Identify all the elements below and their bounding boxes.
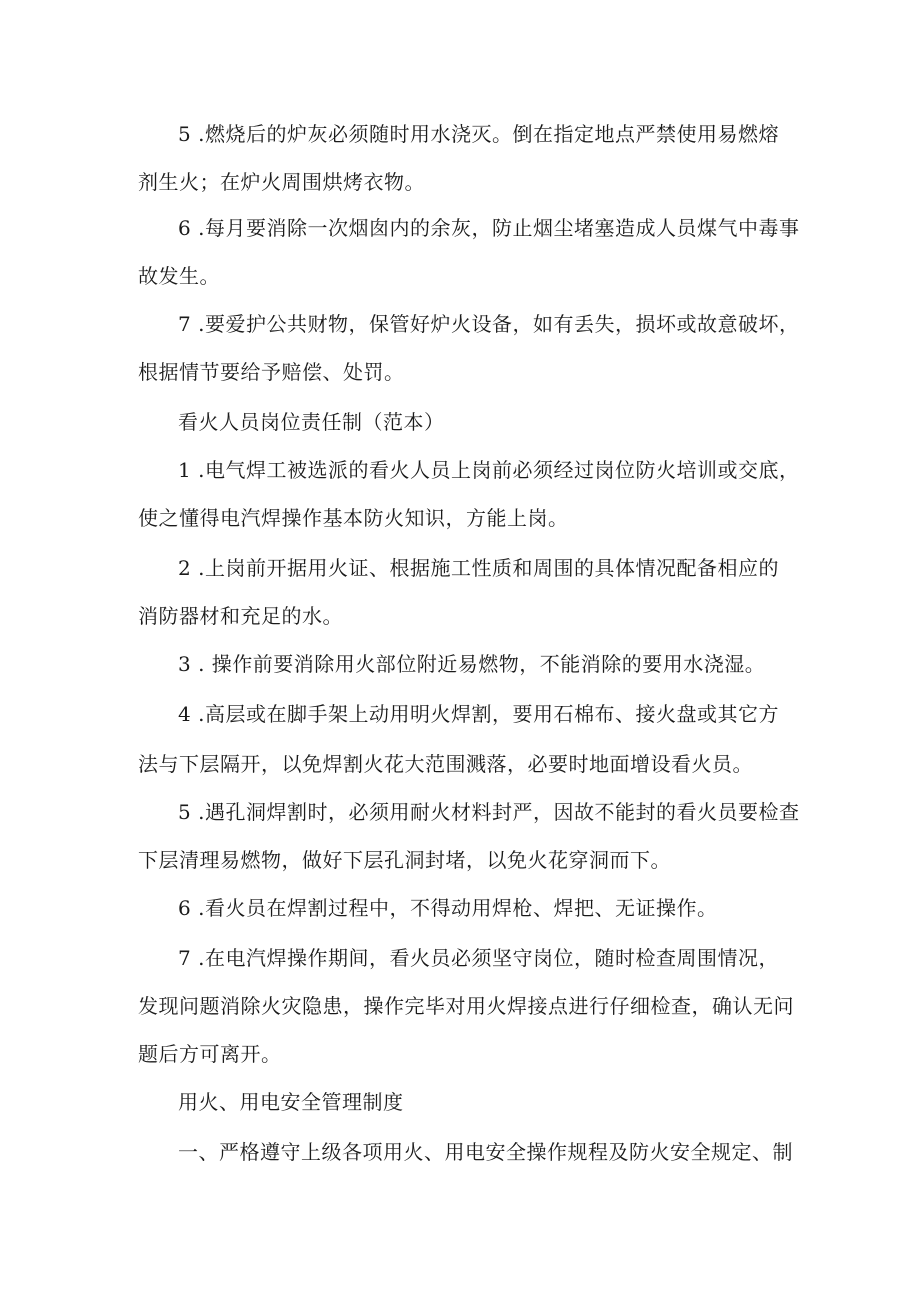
paragraph-line: 6 .看火员在焊割过程中，不得动用焊枪、焊把、无证操作。 (178, 896, 718, 920)
paragraph-line: 5 .遇孔洞焊割时，必须用耐火材料封严，因故不能封的看火员要检查 (178, 800, 800, 824)
section-heading: 用火、用电安全管理制度 (178, 1090, 404, 1114)
paragraph-line: 7 .要爱护公共财物，保管好炉火设备，如有丢失，损坏或故意破坏， (178, 312, 800, 336)
paragraph-line: 7 .在电汽焊操作期间，看火员必须坚守岗位，随时检查周围情况， (178, 946, 779, 970)
paragraph-line: 根据情节要给予赔偿、处罚。 (138, 360, 405, 384)
paragraph-line: 法与下层隔开，以免焊割火花大范围溅落，必要时地面增设看火员。 (138, 752, 753, 776)
paragraph-line: 发现问题消除火灾隐患，操作完毕对用火焊接点进行仔细检查，确认无问 (138, 994, 794, 1018)
paragraph-line: 使之懂得电汽焊操作基本防火知识，方能上岗。 (138, 506, 569, 530)
paragraph-line: 下层清理易燃物，做好下层孔洞封堵，以免火花穿洞而下。 (138, 848, 671, 872)
paragraph-line: 故发生。 (138, 264, 220, 288)
paragraph-line: 2 .上岗前开据用火证、根据施工性质和周围的具体情况配备相应的 (178, 556, 779, 580)
paragraph-line: 消防器材和充足的水。 (138, 604, 343, 628)
paragraph-line: 题后方可离开。 (138, 1042, 282, 1066)
paragraph-line: 剂生火；在炉火周围烘烤衣物。 (138, 170, 425, 194)
paragraph-line: 5 .燃烧后的炉灰必须随时用水浇灭。倒在指定地点严禁使用易燃熔 (178, 122, 779, 146)
paragraph-line: 一、严格遵守上级各项用火、用电安全操作规程及防火安全规定、制 (178, 1140, 793, 1164)
paragraph-line: 3 . 操作前要消除用火部位附近易燃物，不能消除的要用水浇湿。 (178, 652, 766, 676)
paragraph-line: 6 .每月要消除一次烟囱内的余灰，防止烟尘堵塞造成人员煤气中毒事 (178, 216, 800, 240)
paragraph-line: 4 .高层或在脚手架上动用明火焊割，要用石棉布、接火盘或其它方 (178, 702, 779, 726)
paragraph-line: 1 .电气焊工被选派的看火人员上岗前必须经过岗位防火培训或交底， (178, 458, 800, 482)
section-heading: 看火人员岗位责任制（范本） (178, 410, 445, 434)
